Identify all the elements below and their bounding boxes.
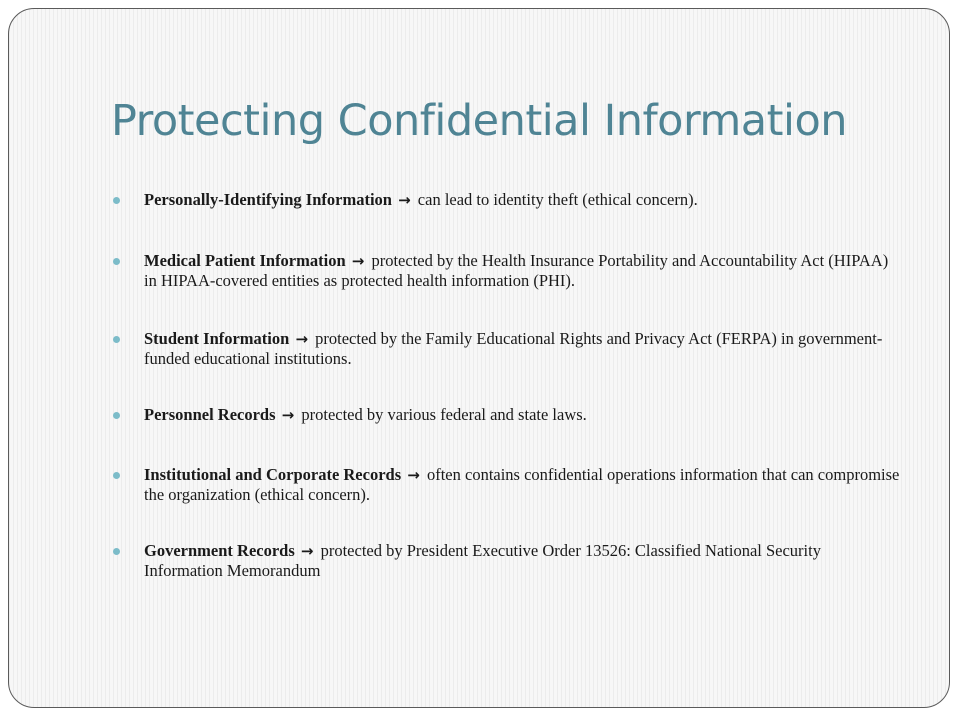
arrow-right-icon: →	[295, 330, 309, 348]
bullet-dot-icon	[113, 336, 120, 343]
bullet-text	[144, 405, 903, 425]
bullet-text	[144, 329, 903, 369]
slide-title: Protecting Confidential Information	[110, 96, 848, 146]
bullet-dot-icon	[113, 412, 120, 419]
arrow-right-icon: →	[300, 542, 314, 560]
bullet-item	[113, 190, 903, 210]
bullet-term: Personally-Identifying Information	[144, 190, 392, 209]
bullet-item	[113, 541, 903, 581]
bullet-term: Medical Patient Information	[144, 251, 346, 270]
bullet-text	[144, 465, 903, 505]
bullet-item	[113, 329, 903, 369]
arrow-right-icon: →	[398, 191, 411, 209]
bullet-dot-icon	[113, 548, 120, 555]
bullet-dot-icon	[113, 197, 120, 204]
bullet-description: can lead to identity theft (ethical concern).	[417, 190, 698, 209]
bullet-item	[113, 405, 903, 425]
bullet-dot-icon	[113, 472, 120, 479]
bullet-description: protected by various federal and state laws.	[301, 405, 587, 424]
arrow-right-icon: →	[351, 252, 365, 270]
bullet-text	[144, 541, 903, 581]
bullet-item	[113, 251, 903, 291]
arrow-right-icon: →	[407, 466, 420, 484]
bullet-dot-icon	[113, 258, 120, 265]
bullet-item	[113, 465, 903, 505]
bullet-term: Personnel Records	[144, 405, 276, 424]
bullet-description: protected by President Executive Order 13526: Classified National Security Information Memorandum	[144, 541, 821, 580]
slide-frame	[8, 8, 950, 708]
bullet-description: protected by the Family Educational Rights and Privacy Act (FERPA) in government-funded educational institutions.	[144, 329, 883, 368]
arrow-right-icon: →	[281, 406, 295, 424]
bullet-description: protected by the Health Insurance Portability and Accountability Act (HIPAA) in HIPAA-covered entities as protected health information (PHI).	[144, 251, 889, 290]
bullet-term: Student Information	[144, 329, 290, 348]
bullet-text	[144, 251, 903, 291]
bullet-term: Government Records	[144, 541, 295, 560]
bullet-text	[144, 190, 903, 210]
bullet-term: Institutional and Corporate Records	[144, 465, 402, 484]
bullet-description: often contains confidential operations information that can compromise the organization (ethical concern).	[144, 465, 900, 504]
